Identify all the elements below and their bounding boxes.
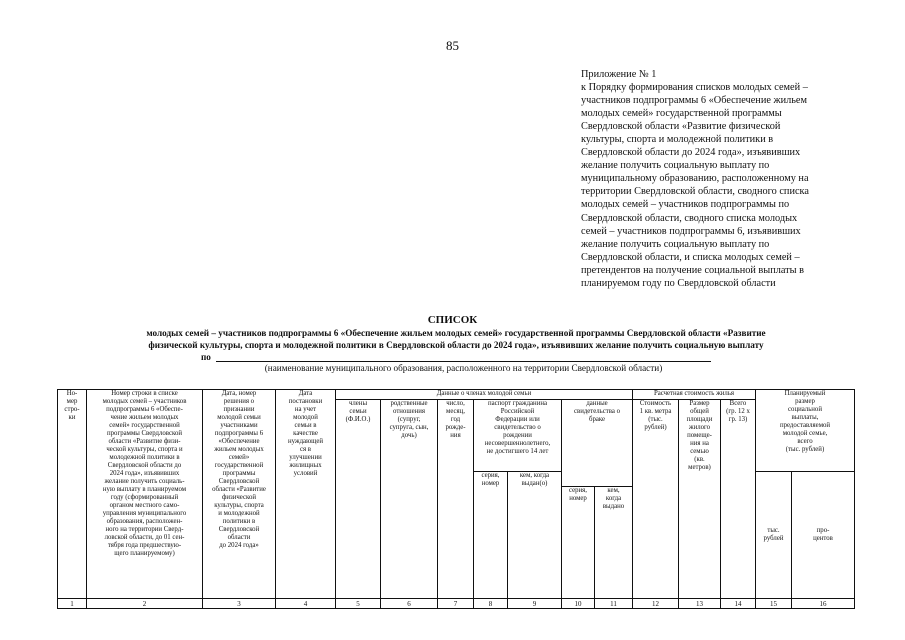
page-number: 85	[446, 38, 459, 53]
column-number: 1	[58, 599, 87, 609]
list-subtitle	[86, 327, 826, 351]
column-number: 9	[508, 599, 562, 609]
header-passport-series: серия, номер	[474, 472, 508, 599]
header-decision-date: Дата, номер решения о признании молодой семьи участниками подпрограммы 6 «Обеспечение жильем молодых семей» государственной программы Свердловской области «Развитие физической культуры, спорта и молодежной политики в Свердловской области до 2024 года»	[203, 390, 276, 599]
column-number: 4	[276, 599, 336, 609]
header-calc-cost: Расчетная стоимость жилья	[633, 390, 756, 400]
column-number: 14	[721, 599, 756, 609]
subtitle-line-2: физической культуры, спорта и молодежной политики в Свердловской области до 2024 года», изъявивших желание получить социальную выплату	[148, 340, 764, 350]
column-number: 16	[792, 599, 855, 609]
appendix-line: желание получить социальную выплату по	[581, 160, 770, 172]
appendix-line: планируемом году по Свердловской области	[581, 277, 776, 289]
municipality-blank-line	[216, 361, 711, 362]
appendix-line: территории Свердловской области, сводного списка	[581, 186, 809, 198]
column-numbers-row	[58, 599, 855, 609]
column-number: 7	[438, 599, 474, 609]
appendix-line: муниципальному образованию, расположенному на	[581, 173, 809, 185]
header-list-row: Номер строки в списке молодых семей – участников подпрограммы 6 «Обеспе- чение жильем молодых семей» государственной программы Свердловской области «Развитие физи- ческой культуры, спорта и молодежной политики в Свердловской области до 2024 года», изъявивших желание получить социаль- ную выплату в планируемом году (сформированный органом местного само- управления муниципального образования, расположен- ного на территории Сверд- ловской области, до 01 сен- тября года предшествую- щего планируемому)	[87, 390, 203, 599]
header-family-members: члены семьи (Ф.И.О.)	[336, 400, 381, 599]
header-marriage: данные свидетельства о браке	[562, 400, 633, 487]
column-number: 2	[87, 599, 203, 609]
appendix-line: культуры, спорта и молодежной политики в	[581, 134, 774, 146]
header-passport-issued: кем, когда выдан(о)	[508, 472, 562, 599]
column-number: 8	[474, 599, 508, 609]
list-title: СПИСОК	[427, 314, 478, 326]
appendix-line: Приложение № 1	[581, 69, 657, 80]
header-registration-date: Дата постановки на учет молодой семьи в качестве нуждающей ся в улучшении жилищных условий	[276, 390, 336, 599]
header-total: Всего (гр. 12 х гр. 13)	[721, 400, 756, 599]
appendix-line: Свердловской области «Развитие физической	[581, 121, 781, 133]
column-number: 3	[203, 599, 276, 609]
appendix-line: претендентов на получение социальной выплаты в	[581, 264, 805, 276]
appendix-line: молодых семей» государственной программы	[581, 108, 782, 120]
header-cost-per-meter: Стоимость 1 кв. метра (тыс. рублей)	[633, 400, 679, 599]
header-birth-date: число, месяц, год рожде- ния	[438, 400, 474, 599]
appendix-line: Свердловской области, и списка молодых семей –	[581, 251, 800, 263]
column-number: 12	[633, 599, 679, 609]
column-number: 15	[756, 599, 792, 609]
column-number: 6	[381, 599, 438, 609]
header-payment-percent: про- центов	[792, 472, 855, 599]
appendix-line: семей – участников подпрограммы 6, изъявивших	[581, 225, 801, 237]
header-payment-thous: тыс. рублей	[756, 472, 792, 599]
header-marriage-series: серия, номер	[562, 487, 595, 599]
families-table	[57, 389, 855, 609]
appendix-line: к Порядку формирования списков молодых семей –	[581, 82, 808, 94]
appendix-line: участников подпрограммы 6 «Обеспечение жильем	[581, 95, 808, 107]
column-number: 5	[336, 599, 381, 609]
column-number: 11	[595, 599, 633, 609]
appendix-line: молодых семей – участников подпрограммы по	[581, 199, 790, 211]
appendix-line: желание получить социальную выплату по	[581, 238, 770, 250]
appendix-block	[581, 68, 851, 290]
header-area: Размер общей площади жилого помеще- ния на семью (кв. метров)	[679, 400, 721, 599]
po-label: по	[201, 352, 211, 362]
subtitle-line-1: молодых семей – участников подпрограммы 6 «Обеспечение жильем молодых семей» государственной программы Свердловской области «Развитие	[146, 328, 766, 338]
appendix-line: Свердловской области до 2024 года», изъявивших	[581, 147, 801, 159]
municipality-hint: (наименование муниципального образования, расположенного на территории Свердловской области)	[264, 363, 663, 373]
header-family-data: Данные о членах молодой семьи	[336, 390, 633, 400]
column-number: 10	[562, 599, 595, 609]
appendix-line: Свердловской области, сводного списка молодых	[581, 212, 798, 224]
header-planned-payment: Планируемый размер социальной выплаты, предоставляемой молодой семье, всего (тыс. рублей)	[756, 390, 855, 472]
header-row-number: Но- мер стро- ки	[58, 390, 87, 599]
header-marriage-issued: кем, когда выдано	[595, 487, 633, 599]
column-number: 13	[679, 599, 721, 609]
header-relation: родственные отношения (супруг, супруга, сын, дочь)	[381, 400, 438, 599]
header-passport: паспорт гражданина Российской Федерации или свидетельство о рождении несовершеннолетнего, не достигшего 14 лет	[474, 400, 562, 472]
